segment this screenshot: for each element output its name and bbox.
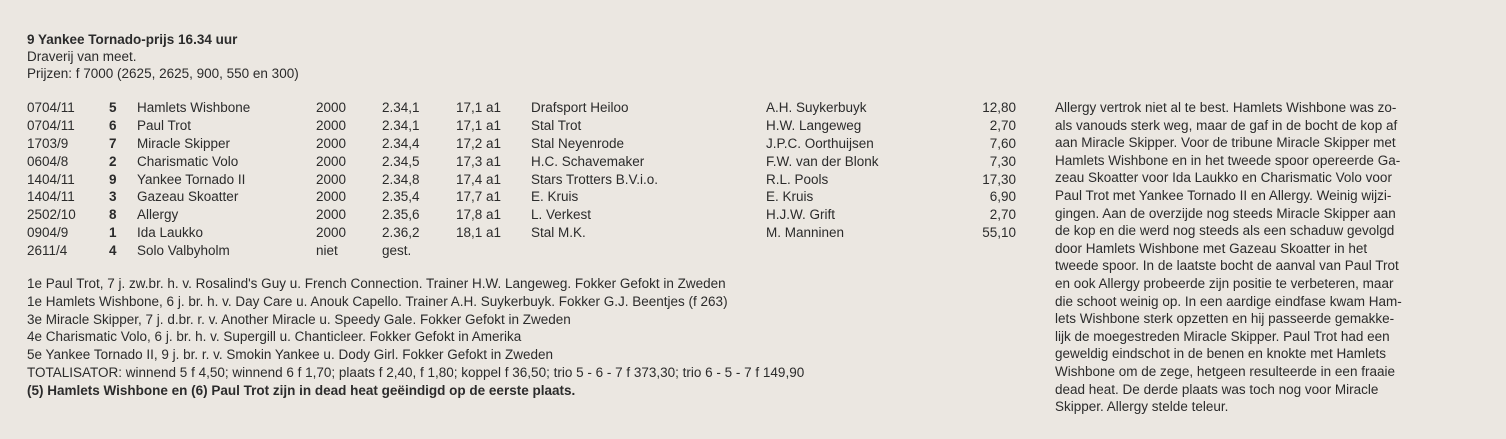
result-time: 2.36,2 xyxy=(382,225,420,241)
result-owner: Stal M.K. xyxy=(531,225,586,241)
result-time: gest. xyxy=(382,243,412,259)
report-line: Skipper. Allergy stelde teleur. xyxy=(1055,399,1229,415)
race-report xyxy=(1055,99,1485,416)
result-odds: 2,70 xyxy=(989,207,1016,223)
result-time: 2.35,4 xyxy=(382,189,420,205)
result-dist: 2000 xyxy=(316,225,347,241)
result-time: 2.34,1 xyxy=(382,100,420,115)
result-dist: 2000 xyxy=(316,189,347,205)
result-odds: 6,90 xyxy=(989,189,1016,205)
result-num: 8 xyxy=(109,207,117,223)
result-horse: Miracle Skipper xyxy=(137,135,231,151)
report-line: door Hamlets Wishbone met Gazeau Skoatter in het xyxy=(1055,240,1368,256)
note-line: 3e Miracle Skipper, 7 j. d.br. r. v. Another Miracle u. Speedy Gale. Fokker Gefokt in Zweden xyxy=(27,311,571,327)
race-title: 9 Yankee Tornado-prijs 16.34 uur xyxy=(27,32,238,47)
result-odds: 12,80 xyxy=(982,100,1016,115)
race-subtitle: Draverij van meet. xyxy=(27,49,137,64)
result-mile: 17,1 a1 xyxy=(456,117,502,133)
result-num: 4 xyxy=(109,243,117,259)
report-line: gingen. Aan de overzijde nog steeds Miracle Skipper aan xyxy=(1055,205,1396,221)
result-time: 2.34,5 xyxy=(382,153,420,169)
results-table xyxy=(27,100,1027,261)
note-line: 5e Yankee Tornado II, 9 j. br. r. v. Smokin Yankee u. Dody Girl. Fokker Gefokt in Zweden xyxy=(27,347,554,363)
result-horse: Yankee Tornado II xyxy=(137,171,246,187)
report-line: Hamlets Wishbone en in het tweede spoor opereerde Ga- xyxy=(1055,152,1401,168)
result-code: 1404/11 xyxy=(27,171,75,187)
result-code: 2502/10 xyxy=(27,207,76,223)
result-driver: H.J.W. Grift xyxy=(766,207,835,223)
result-code: 0604/8 xyxy=(27,153,69,169)
report-line: Paul Trot met Yankee Tornado II en Allergy. Weinig wijzi- xyxy=(1055,187,1392,203)
result-odds: 2,70 xyxy=(989,117,1016,133)
result-code: 0704/11 xyxy=(27,117,75,133)
report-line: Allergy vertrok niet al te best. Hamlets Wishbone was zo- xyxy=(1055,100,1397,115)
note-line: 1e Paul Trot, 7 j. zw.br. h. v. Rosalind's Guy u. French Connection. Trainer H.W. Langeweg. Fokker Gefokt in Zweden xyxy=(27,276,726,291)
result-driver: A.H. Suykerbuyk xyxy=(766,100,867,115)
report-line: als vanouds sterk weg, maar de gaf in de bocht de kop af xyxy=(1055,117,1398,133)
report-line: tweede spoor. In de laatste bocht de aanval van Paul Trot xyxy=(1055,258,1399,274)
report-line: aan Miracle Skipper. Voor de tribune Miracle Skipper met xyxy=(1055,135,1396,151)
result-odds: 17,30 xyxy=(982,171,1016,187)
result-num: 2 xyxy=(109,153,117,169)
result-num: 7 xyxy=(109,135,117,151)
report-line: dead heat. De derde plaats was toch nog voor Miracle xyxy=(1055,381,1379,397)
result-row xyxy=(27,136,1027,154)
result-time: 2.34,1 xyxy=(382,117,420,133)
result-code: 0904/9 xyxy=(27,225,69,241)
result-row xyxy=(27,118,1027,136)
result-row xyxy=(27,189,1027,207)
result-row xyxy=(27,243,1027,261)
result-dist: 2000 xyxy=(316,153,347,169)
result-mile: 17,3 a1 xyxy=(456,153,502,169)
result-dist: 2000 xyxy=(316,171,347,187)
result-time: 2.34,8 xyxy=(382,171,420,187)
dead-heat-note: (5) Hamlets Wishbone en (6) Paul Trot zijn in dead heat geëindigd op de eerste plaats. xyxy=(27,382,576,398)
result-code: 1703/9 xyxy=(27,135,69,151)
result-dist: niet xyxy=(316,243,338,259)
result-horse: Gazeau Skoatter xyxy=(137,189,239,205)
result-mile: 17,2 a1 xyxy=(456,135,502,151)
report-line: Wishbone om de zege, hetgeen resulteerde in een fraaie xyxy=(1055,363,1395,379)
notes-block xyxy=(27,276,1027,401)
result-owner: Stal Neyenrode xyxy=(531,135,625,151)
result-driver: J.P.C. Oorthuijsen xyxy=(766,135,874,151)
result-driver: E. Kruis xyxy=(766,189,814,205)
note-line: 1e Hamlets Wishbone, 6 j. br. h. v. Day Care u. Anouk Capello. Trainer A.H. Suykerbuyk. Fokker G.J. Beentjes (f 263) xyxy=(27,293,728,309)
report-line: lijk de moegestreden Miracle Skipper. Paul Trot had een xyxy=(1055,328,1390,344)
result-num: 3 xyxy=(109,189,117,205)
result-num: 1 xyxy=(109,225,117,241)
result-mile: 17,8 a1 xyxy=(456,207,502,223)
result-owner: Stal Trot xyxy=(531,117,582,133)
report-line: en ook Allergy probeerde zijn positie te verbeteren, maar xyxy=(1055,275,1394,291)
result-owner: H.C. Schavemaker xyxy=(531,153,645,169)
result-odds: 55,10 xyxy=(982,225,1016,241)
result-odds: 7,60 xyxy=(989,135,1016,151)
result-code: 1404/11 xyxy=(27,189,75,205)
report-line: de kop en die werd nog steeds als een schaduw gevolgd xyxy=(1055,223,1395,239)
result-horse: Allergy xyxy=(137,207,179,223)
result-owner: E. Kruis xyxy=(531,189,579,205)
result-num: 9 xyxy=(109,171,117,187)
result-dist: 2000 xyxy=(316,117,347,133)
report-line: die schoot weinig op. In een aardige eindfase kwam Ham- xyxy=(1055,293,1402,309)
totalisator-line: TOTALISATOR: winnend 5 f 4,50; winnend 6 f 1,70; plaats f 2,40, f 1,80; koppel f 36,50; trio 5 - 6 - 7 f 373,30; trio 6 - 5 - 7 f 149,90 xyxy=(27,364,805,380)
result-horse: Paul Trot xyxy=(137,117,192,133)
result-owner: Stars Trotters B.V.i.o. xyxy=(531,171,659,187)
result-mile: 18,1 a1 xyxy=(456,225,502,241)
result-odds: 7,30 xyxy=(989,153,1016,169)
result-num: 5 xyxy=(109,100,117,115)
result-row xyxy=(27,154,1027,172)
result-horse: Ida Laukko xyxy=(137,225,204,241)
result-num: 6 xyxy=(109,117,117,133)
result-time: 2.35,6 xyxy=(382,207,420,223)
note-line: 4e Charismatic Volo, 6 j. br. h. v. Supergill u. Chanticleer. Fokker Gefokt in Amerika xyxy=(27,329,522,345)
report-line: zeau Skoatter voor Ida Laukko en Charismatic Volo voor xyxy=(1055,170,1392,186)
result-row xyxy=(27,207,1027,225)
result-dist: 2000 xyxy=(316,100,347,115)
result-horse: Hamlets Wishbone xyxy=(137,100,251,115)
result-mile: 17,7 a1 xyxy=(456,189,502,205)
report-line: lets Wishbone sterk opzetten en hij passeerde gemakke- xyxy=(1055,311,1395,327)
race-prizes: Prijzen: f 7000 (2625, 2625, 900, 550 en 300) xyxy=(27,66,299,81)
result-dist: 2000 xyxy=(316,207,347,223)
result-driver: H.W. Langeweg xyxy=(766,117,862,133)
result-owner: L. Verkest xyxy=(531,207,592,223)
result-row xyxy=(27,172,1027,190)
result-code: 0704/11 xyxy=(27,100,75,115)
result-row xyxy=(27,225,1027,243)
result-code: 2611/4 xyxy=(27,243,68,259)
result-driver: M. Manninen xyxy=(766,225,845,241)
result-dist: 2000 xyxy=(316,135,347,151)
result-driver: F.W. van der Blonk xyxy=(766,153,879,169)
result-driver: R.L. Pools xyxy=(766,171,829,187)
result-owner: Drafsport Heiloo xyxy=(531,100,629,115)
result-horse: Charismatic Volo xyxy=(137,153,239,169)
result-time: 2.34,4 xyxy=(382,135,420,151)
result-row xyxy=(27,100,1027,118)
report-line: geweldig eindschot in de benen en knokte met Hamlets xyxy=(1055,346,1386,362)
result-mile: 17,1 a1 xyxy=(456,100,502,115)
result-horse: Solo Valbyholm xyxy=(137,243,230,259)
result-mile: 17,4 a1 xyxy=(456,171,502,187)
